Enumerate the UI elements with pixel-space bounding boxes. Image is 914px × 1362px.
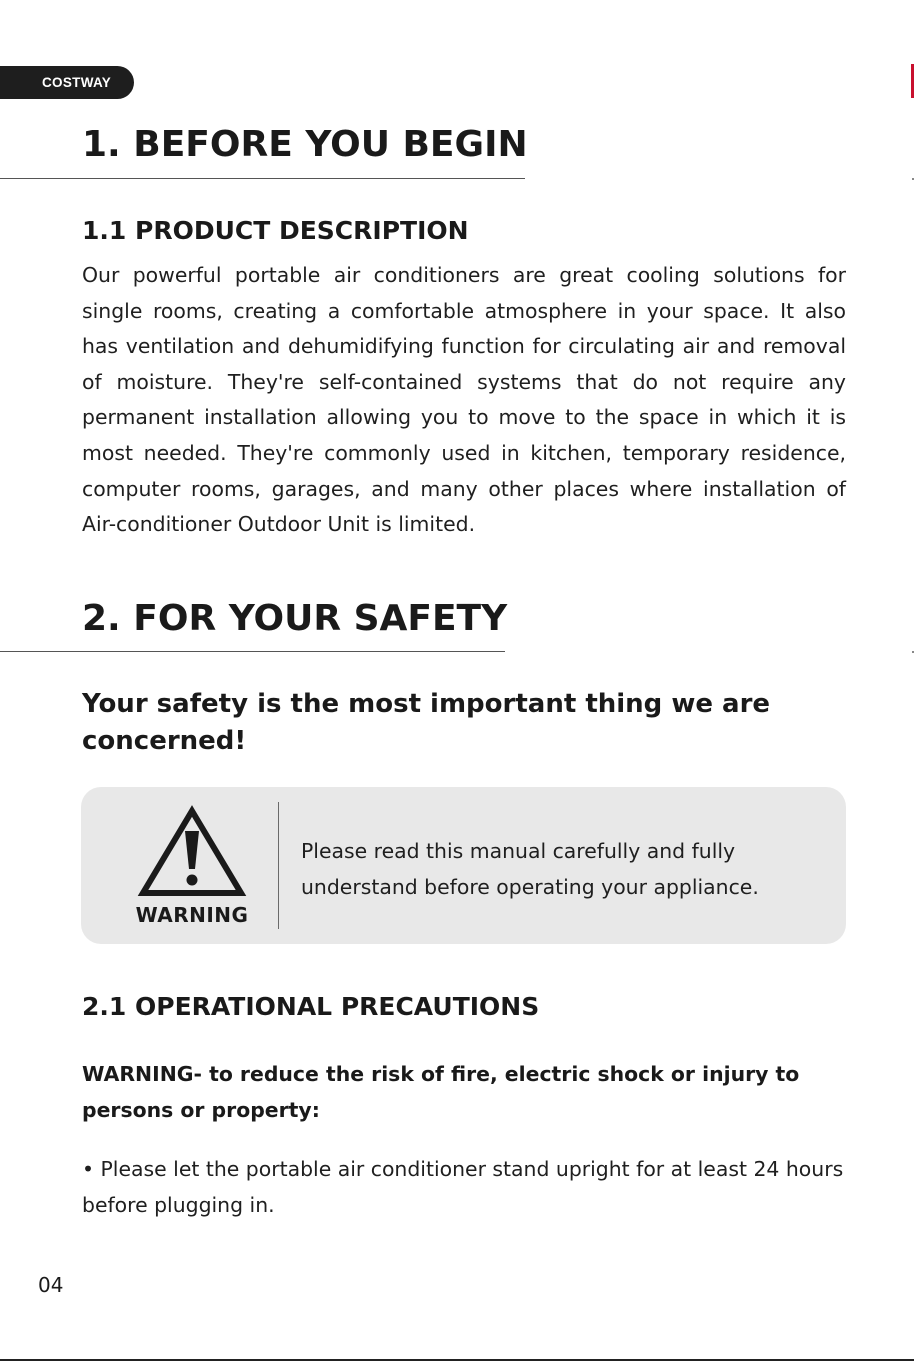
- product-description-heading: 1.1 PRODUCT DESCRIPTION: [82, 216, 469, 245]
- section-1-rule: [0, 178, 525, 179]
- section-2-rule: [0, 651, 505, 652]
- warning-notice-box: [81, 787, 846, 944]
- page-number: 04: [38, 1273, 64, 1297]
- precaution-bullet: • Please let the portable air conditioner stand upright for at least 24 hours before plugging in.: [82, 1157, 844, 1217]
- brand-logo-tab: COSTWAY: [0, 66, 134, 99]
- bottom-rule: [0, 1359, 914, 1361]
- warning-label: WARNING: [135, 903, 249, 927]
- operational-precautions-heading: 2.1 OPERATIONAL PRECAUTIONS: [82, 992, 540, 1021]
- section-1-title: 1. BEFORE YOU BEGIN: [82, 124, 528, 165]
- warning-message: Please read this manual carefully and fully understand before operating your appliance.: [301, 839, 759, 899]
- safety-lead-text: Your safety is the most important thing we are concerned!: [82, 689, 771, 756]
- warning-triangle-icon: [137, 805, 247, 901]
- warning-divider: [278, 802, 279, 929]
- product-description-paragraph: Our powerful portable air conditioners are great cooling solutions for single rooms, creating a comfortable atmosphere in your space. It also has ventilation and dehumidifying function for circulating air and removal of moisture. They're self-contained systems that do not require any permanent installation allowing you to move to the space in which it is most needed. They're commonly used in kitchen, temporary residence, computer rooms, garages, and many other places where installation of Air-conditioner Outdoor Unit is limited.: [82, 263, 846, 537]
- precautions-warning-heading: WARNING- to reduce the risk of fire, electric shock or injury to persons or property:: [82, 1062, 800, 1122]
- section-2-title: 2. FOR YOUR SAFETY: [82, 598, 508, 639]
